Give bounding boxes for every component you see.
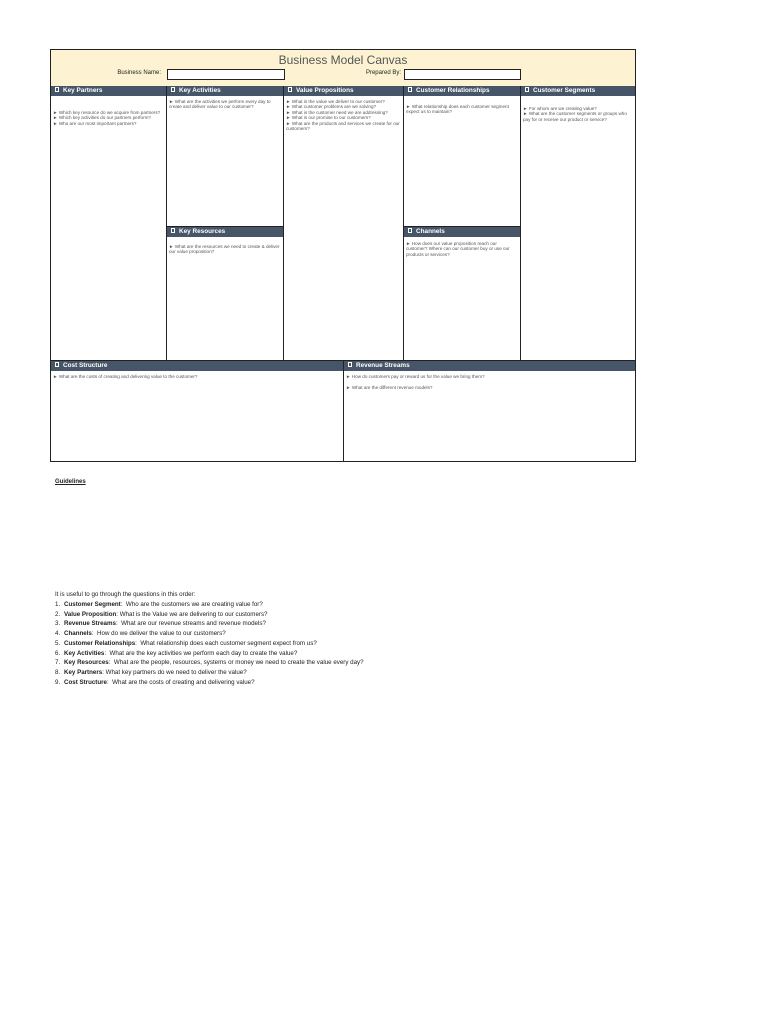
question: ► What are the activities we perform every day to create and deliver value to our customer? xyxy=(169,99,271,110)
question: ► What are the customer segments or groups who pay for or receive our product or service? xyxy=(523,111,627,122)
question: ► What are the costs of creating and delivering value to the customer? xyxy=(53,374,198,379)
channels-section[interactable] xyxy=(404,226,520,257)
question: ► Who are our most important partners? xyxy=(53,120,137,126)
question: ► What customer problems are we solving? xyxy=(286,104,377,110)
customer-segments-header xyxy=(521,86,635,96)
question: ► How does our value proposition reach our customer? Where can our customer buy or use our products or services? xyxy=(406,241,510,257)
guidelines-heading: Guidelines xyxy=(55,479,86,485)
question: ► Which key resource do we acquire from partners? xyxy=(53,110,161,115)
revenue-streams-header xyxy=(344,361,635,371)
customer-segments-section[interactable] xyxy=(521,86,635,360)
cost-structure-section[interactable] xyxy=(51,360,344,462)
truck-icon xyxy=(408,228,412,233)
question: ► What are the products and services we create for our customers? xyxy=(286,120,400,132)
list-item: 9. Cost Structure: What are the costs of creating and delivering value? xyxy=(55,678,255,686)
value-propositions-questions xyxy=(284,99,403,131)
list-item: 2. Value Proposition: What is the Value we are delivering to our customers? xyxy=(55,610,268,618)
prepared-by-field[interactable] xyxy=(404,69,521,80)
key-partners-questions xyxy=(51,110,166,126)
revenue-streams-questions xyxy=(344,374,635,391)
value-propositions-section[interactable] xyxy=(284,86,404,360)
channels-title: Channels xyxy=(416,228,445,235)
title-band xyxy=(51,50,635,87)
question: ► What is the customer need we are addressing? xyxy=(286,109,388,115)
list-item: 3. Revenue Streams: What are our revenue streams and revenue models? xyxy=(55,620,266,628)
key-activities-section[interactable] xyxy=(167,86,283,110)
list-item: 7. Key Resources: What are the people, resources, systems or money we need to create the value every day? xyxy=(55,659,364,667)
key-activities-questions xyxy=(167,99,283,110)
customer-relationships-title: Customer Relationships xyxy=(416,87,490,94)
business-name-field[interactable] xyxy=(167,69,285,80)
link-icon xyxy=(55,87,59,92)
key-partners-header xyxy=(51,86,166,96)
question-order-list xyxy=(55,600,364,687)
key-activities-header xyxy=(167,86,283,96)
canvas-title: Business Model Canvas xyxy=(278,53,408,67)
prepared-by-label: Prepared By: xyxy=(365,70,401,76)
key-resources-title: Key Resources xyxy=(179,228,226,235)
channels-header xyxy=(404,227,520,237)
question: ► What are the different revenue models? xyxy=(346,385,433,391)
customer-relationships-header xyxy=(404,86,520,96)
list-item: 4. Channels: How do we deliver the value to our customers? xyxy=(55,630,226,638)
key-resources-questions xyxy=(167,244,283,255)
cost-structure-title: Cost Structure xyxy=(63,362,108,369)
heart-icon xyxy=(408,87,412,92)
question: ► What are the resources we need to create & deliver our value proposition? xyxy=(169,244,280,255)
question: ► For whom are we creating value? xyxy=(523,106,597,111)
people-icon xyxy=(525,87,529,92)
list-item: 5. Customer Relationships: What relationship does each customer segment expect from us? xyxy=(55,639,317,647)
customer-segments-title: Customer Segments xyxy=(533,87,596,94)
value-propositions-header xyxy=(284,86,403,96)
question: ► What relationship does each customer segment expect us to maintain? xyxy=(406,104,509,115)
customer-relationships-section[interactable] xyxy=(404,86,520,115)
key-partners-section[interactable] xyxy=(51,86,167,360)
revenue-streams-section[interactable] xyxy=(344,360,635,462)
factory-icon xyxy=(171,228,175,233)
customer-relationships-questions xyxy=(404,104,520,115)
business-model-canvas xyxy=(50,49,636,462)
question: ► What is the value we deliver to our customer? xyxy=(286,99,385,104)
guidelines-intro: It is useful to go through the questions in this order: xyxy=(55,591,196,598)
question: ► Which key activities do our partners perform? xyxy=(53,115,151,121)
value-propositions-title: Value Propositions xyxy=(296,87,354,94)
list-item: 6. Key Activities: What are the key activities we perform each day to create the value? xyxy=(55,649,298,657)
channels-questions xyxy=(404,241,520,257)
tag-icon xyxy=(55,362,59,367)
revenue-streams-title: Revenue Streams xyxy=(356,362,410,369)
question: ► How do customers pay or reward us for the value we bring them? xyxy=(346,374,485,379)
cost-structure-header xyxy=(51,361,343,371)
money-icon xyxy=(348,362,352,367)
cost-structure-questions xyxy=(51,374,343,379)
key-activities-column xyxy=(167,86,284,360)
customer-segments-questions xyxy=(521,106,635,122)
key-partners-title: Key Partners xyxy=(63,87,103,94)
list-item: 8. Key Partners: What key partners do we need to deliver the value? xyxy=(55,668,247,676)
question: ► What is our promise to our customers? xyxy=(286,115,371,121)
business-name-label: Business Name: xyxy=(117,70,161,76)
key-activities-title: Key Activities xyxy=(179,87,221,94)
gift-icon xyxy=(288,87,292,92)
key-resources-section[interactable] xyxy=(167,226,283,255)
gear-icon xyxy=(171,87,175,92)
list-item: 1. Customer Segment: Who are the customers we are creating value for? xyxy=(55,601,263,608)
customer-relationships-column xyxy=(404,86,521,360)
key-resources-header xyxy=(167,227,283,237)
